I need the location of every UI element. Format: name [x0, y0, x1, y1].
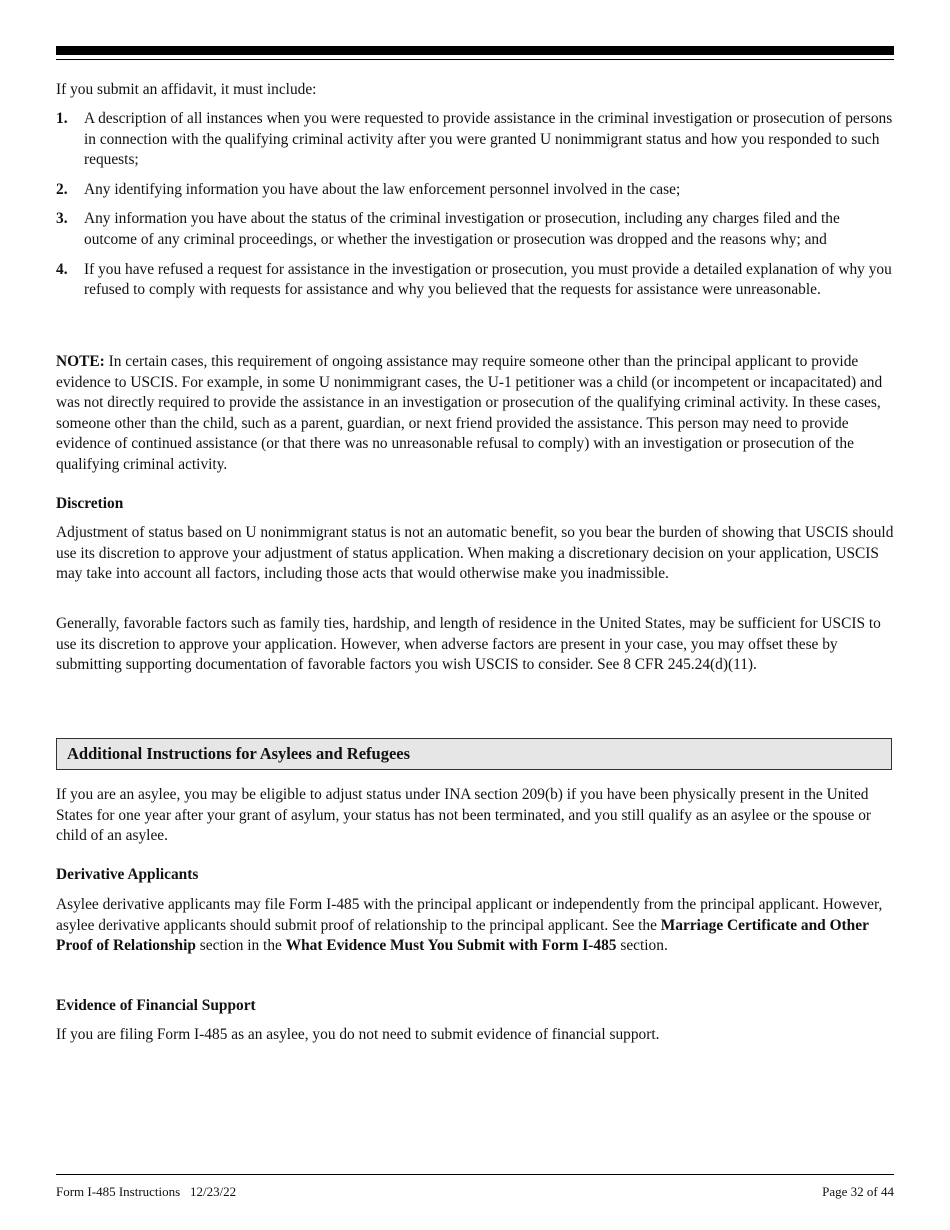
list-item	[56, 260, 894, 301]
discretion-paragraph-1: Adjustment of status based on U nonimmigrant status is not an automatic benefit, so you bear the burden of showing that USCIS should use its discretion to approve your adjustment of status application. When making a discretionary decision on your application, USCIS may take into account all factors, including those acts that would otherwise make you inadmissible.	[56, 524, 894, 583]
note-label: NOTE:	[56, 353, 105, 370]
discretion-paragraph-2: Generally, favorable factors such as family ties, hardship, and length of residence in the United States, may be sufficient for USCIS to use its discretion to approve your application. However, when adverse factors are present in your case, you may offset these by submitting supporting documentation of favorable factors you wish USCIS to consider. See 8 CFR 245.24(d)(11).	[56, 615, 881, 674]
footer-page-number: Page 32 of 44	[822, 1184, 894, 1199]
header-rule-thick	[56, 46, 894, 55]
derivative-bold-b: What Evidence Must You Submit with Form I-485	[285, 937, 617, 955]
header-rule-thin	[56, 59, 894, 60]
section-title: Additional Instructions for Asylees and Refugees	[67, 743, 411, 763]
list-text: Any identifying information you have about the law enforcement personnel involved in the case;	[84, 180, 681, 198]
footer-form-info: Form I-485 Instructions 12/23/22	[56, 1184, 237, 1199]
section-title-box	[56, 738, 892, 770]
list-text: If you have refused a request for assistance in the investigation or prosecution, you must provide a detailed explanation of why you refused to comply with requests for assistance and why you believed that the requests for assistance were unreasonable.	[84, 260, 892, 299]
derivative-text-b: section in the	[195, 937, 286, 955]
list-item	[56, 209, 894, 250]
derivative-text-a: Asylee derivative applicants may file Form I-485 with the principal applicant or independently from the principal applicant. However, asylee derivative applicants should submit proof of relationship to the principal applicant. See the	[56, 896, 883, 934]
asylee-intro-paragraph: If you are an asylee, you may be eligible to adjust status under INA section 209(b) if you have been physically present in the United States for one year after your grant of asylum, your status has not been terminated, and you still qualify as an asylee or the spouse or child of an asylee.	[56, 786, 872, 845]
derivative-bold-a: Marriage Certificate and Other Proof of Relationship	[56, 916, 869, 955]
affidavit-intro: If you submit an affidavit, it must include:	[56, 81, 317, 98]
derivative-applicants-paragraph	[56, 895, 894, 957]
list-text: Any information you have about the status of the criminal investigation or prosecution, including any charges filed and the outcome of any criminal proceedings, or whether the investigation or prosecution was dropped and the reasons why; and	[84, 210, 840, 248]
footer-rule	[56, 1174, 894, 1175]
list-number: 2.	[56, 180, 68, 198]
list-number: 4.	[56, 260, 68, 278]
list-item	[56, 180, 894, 201]
list-number: 3.	[56, 210, 68, 228]
derivative-text-c: section.	[616, 937, 668, 955]
note-text: In certain cases, this requirement of ongoing assistance may require someone other than the principal applicant to provide evidence to USCIS. For example, in some U nonimmigrant cases, the U-1 petitioner was a child (or incompetent or incapacitated) and was not directly required to provide the assistance in an investigation or prosecution of the qualifying criminal activity. In these cases, someone other than the child, such as a parent, guardian, or next friend provided the assistance. This person may need to provide evidence of continued assistance (or that there was no unreasonable refusal to comply) with an investigation or prosecution of the qualifying criminal activity.	[56, 353, 883, 473]
financial-support-paragraph: If you are filing Form I-485 as an asylee, you do not need to submit evidence of financial support.	[56, 1026, 660, 1043]
derivative-applicants-heading: Derivative Applicants	[56, 866, 199, 883]
list-text: A description of all instances when you were requested to provide assistance in the criminal investigation or prosecution of persons in connection with the qualifying criminal activity after you were granted U nonimmigrant status and how you responded to such requests;	[84, 110, 893, 169]
list-number: 1.	[56, 110, 68, 127]
affidavit-requirements-list	[56, 109, 894, 310]
list-item	[56, 109, 894, 171]
discretion-heading: Discretion	[56, 495, 124, 512]
financial-support-heading: Evidence of Financial Support	[56, 997, 256, 1014]
note-paragraph	[56, 352, 894, 476]
